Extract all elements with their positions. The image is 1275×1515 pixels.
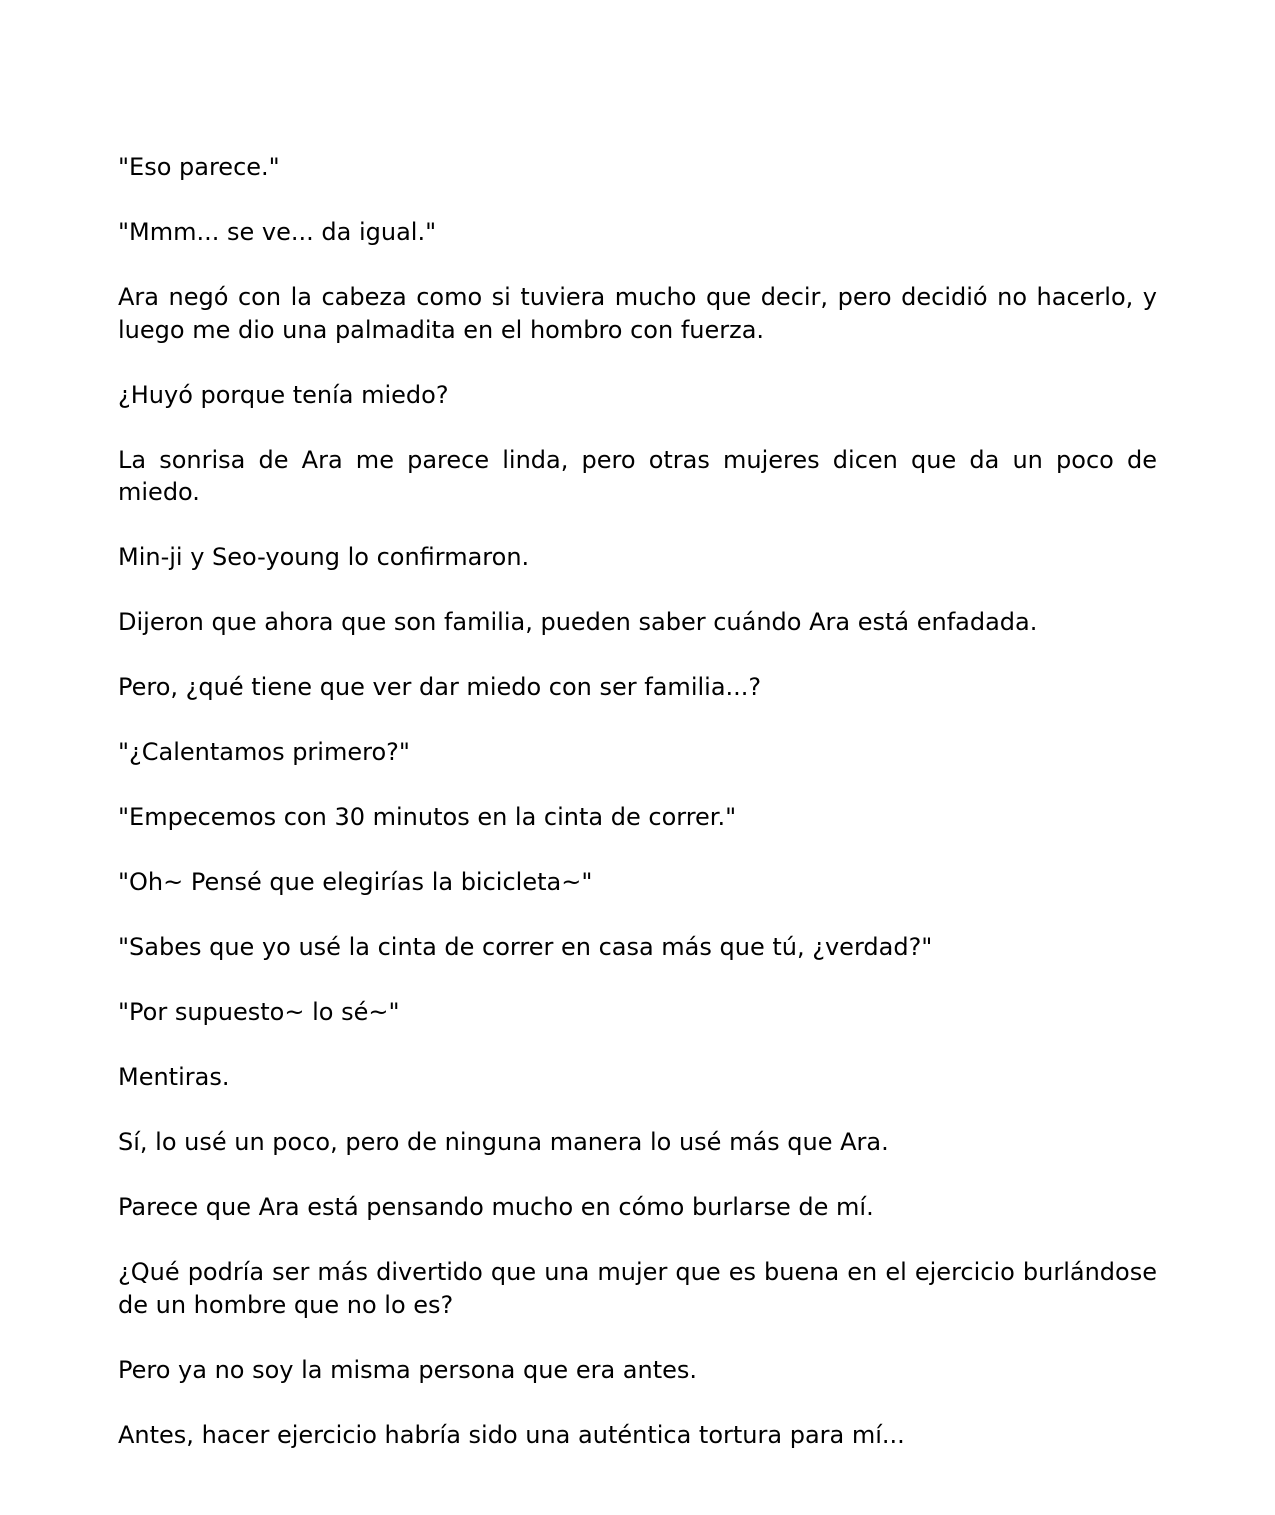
paragraph: La sonrisa de Ara me parece linda, pero otras mujeres dicen que da un poco de miedo. <box>118 445 1157 506</box>
paragraph: "¿Calentamos primero?" <box>118 738 410 766</box>
paragraph: Mentiras. <box>118 1063 230 1091</box>
paragraph: Antes, hacer ejercicio habría sido una auténtica tortura para mí... <box>118 1420 905 1449</box>
paragraph: "Sabes que yo usé la cinta de correr en casa más que tú, ¿verdad?" <box>118 933 933 961</box>
document-body <box>118 151 1157 1484</box>
paragraph: Pero, ¿qué tiene que ver dar miedo con ser familia...? <box>118 673 762 701</box>
paragraph: Sí, lo usé un poco, pero de ninguna manera lo usé más que Ara. <box>118 1128 889 1156</box>
paragraph: "Mmm... se ve... da igual." <box>118 218 437 246</box>
paragraph: "Eso parece." <box>118 153 280 181</box>
paragraph: Pero ya no soy la misma persona que era antes. <box>118 1355 698 1384</box>
paragraph: Ara negó con la cabeza como si tuviera mucho que decir, pero decidió no hacerlo, y luego me dio una palmadita en el hombro con fuerza. <box>118 283 1157 344</box>
paragraph: ¿Qué podría ser más divertido que una mujer que es buena en el ejercicio burlándose de un hombre que no lo es? <box>118 1258 1157 1319</box>
paragraph: "Por supuesto~ lo sé~" <box>118 998 400 1026</box>
paragraph: Min-ji y Seo-young lo confirmaron. <box>118 543 530 571</box>
paragraph: Parece que Ara está pensando mucho en cómo burlarse de mí. <box>118 1193 874 1221</box>
paragraph: "Oh~ Pensé que elegirías la bicicleta~" <box>118 868 593 896</box>
paragraph: "Empecemos con 30 minutos en la cinta de correr." <box>118 803 737 831</box>
paragraph: ¿Huyó porque tenía miedo? <box>118 380 449 409</box>
paragraph: Dijeron que ahora que son familia, pueden saber cuándo Ara está enfadada. <box>118 608 1038 636</box>
